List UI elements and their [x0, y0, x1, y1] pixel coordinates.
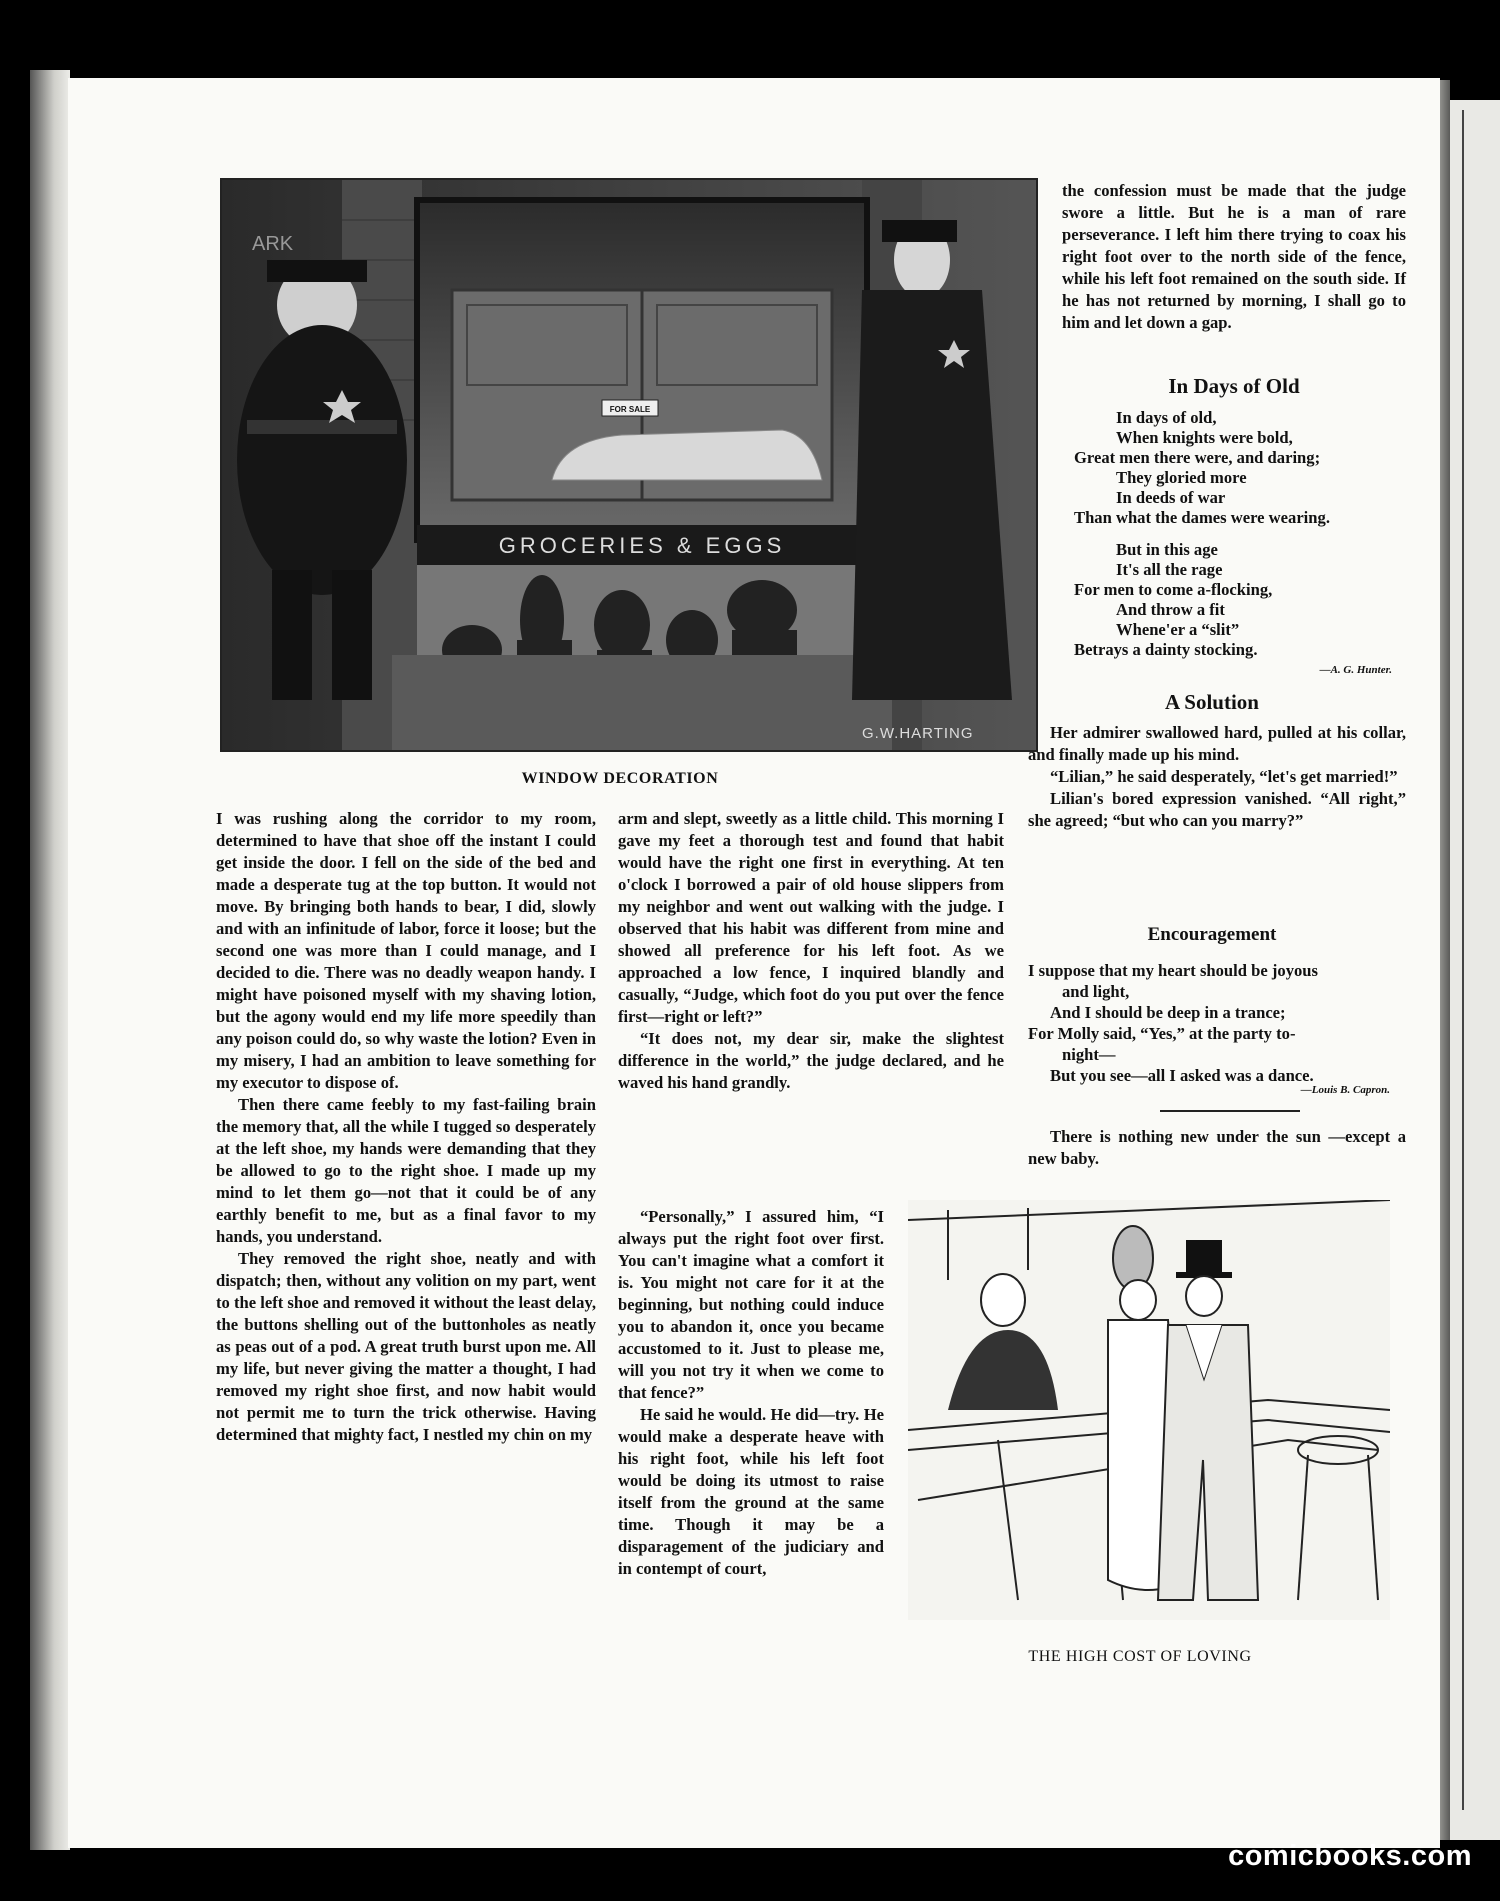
for-sale-sign: FOR SALE [609, 405, 651, 414]
paragraph: I was rushing along the corridor to my room, determined to have that shoe off the instant I could get inside the door. I fell on the side of the bed and made a desperate tug at the top button. It would not move. By bringing both hands to bear, I did, slowly and with an infinitude of labor, force it loose; but the second one was more than I could manage, and I decided to die. There was no deadly weapon handy. I might have poisoned myself with my shaving lotion, but the agony would end my life more speedily than any poison could do, so why waste the lotion? Even in my misery, I had an ambition to leave something for my executor to dispose of. [216, 809, 596, 1092]
window-decoration-drawing [222, 180, 1038, 752]
story-column-1 [216, 808, 596, 1446]
paragraph: Then there came feebly to my fast-failing brain the memory that, all the while I tugged so desperately at the left shoe, my hands were demanding that they be allowed to go to the right shoe. I made up my mind to let them go—not that it could be of any earthly benefit to me, but as a final favor to my hands, you understand. [216, 1095, 596, 1246]
groceries-sign: GROCERIES & EGGS [498, 533, 786, 558]
poem-line: In deeds of war [1116, 488, 1226, 507]
paragraph: “It does not, my dear sir, make the slightest difference in the world,” the judge declared, and he waved his hand grandly. [618, 1029, 1004, 1092]
poem-line: In days of old, [1116, 408, 1217, 427]
paragraph: the confession must be made that the judge swore a little. But he is a man of rare perseverance. I left him there trying to coax his right foot over to the north side of the fence, while his left foot remained on the south side. If he has not returned by morning, I shall go to him and let down a gap. [1062, 181, 1406, 332]
high-cost-of-loving-drawing [908, 1200, 1390, 1620]
paragraph: Her admirer swallowed hard, pulled at his collar, and finally made up his mind. [1028, 723, 1406, 764]
poem-line: They gloried more [1116, 468, 1247, 487]
poem-line: For men to come a-flocking, [1074, 580, 1273, 599]
paragraph: arm and slept, sweetly as a little child. This morning I gave my feet a thorough test and found that habit would have the right one first in everything. At ten o'clock I borrowed a pair of old house slippers from my neighbor and went out walking with the judge. I observed that his habit was different from mine and showed all preference for his left foot. As we approached a low fence, I inquired blandly and casually, “Judge, which foot do you put over the fence first—right or left?” [618, 809, 1004, 1026]
poem-encouragement [1028, 960, 1408, 1086]
poem-line: And I should be deep in a trance; [1050, 1003, 1286, 1022]
poem-line: But you see—all I asked was a dance. [1050, 1066, 1314, 1085]
site-watermark: comicbooks.com [1228, 1840, 1472, 1872]
poem-line: Great men there were, and daring; [1074, 448, 1321, 467]
poem-author-hunter: —A. G. Hunter. [1319, 664, 1392, 676]
high-cost-of-loving-illustration [908, 1200, 1390, 1620]
paragraph: He said he would. He did—try. He would make a desperate heave with his right foot, while his left foot would be doing its utmost to raise itself from the ground at the same time. Though it may be a disparagement of the judiciary and in contempt of court, [618, 1405, 884, 1578]
poem-line: night— [1062, 1045, 1116, 1064]
window-decoration-illustration [220, 178, 1038, 752]
poem-author-capron: —Louis B. Capron. [1300, 1084, 1390, 1096]
story-column-2-bottom [618, 1206, 884, 1580]
poem-line: I suppose that my heart should be joyous [1028, 961, 1318, 980]
story-column-3 [1062, 180, 1406, 334]
artist-signature: G.W.HARTING [862, 725, 974, 742]
poem-in-days-of-old [1074, 408, 1414, 660]
next-page-strip [1450, 100, 1500, 1840]
poem-line: And throw a fit [1116, 600, 1225, 619]
stool [1298, 1436, 1378, 1600]
poem-line: It's all the rage [1116, 560, 1223, 579]
poem-line: Whene'er a “slit” [1116, 620, 1240, 639]
poem-line: and light, [1062, 982, 1130, 1001]
window-decoration-caption: WINDOW DECORATION [521, 770, 719, 787]
page-left-edge [30, 70, 70, 1850]
poem-line: Than what the dames were wearing. [1074, 508, 1330, 527]
poem-line: Betrays a dainty stocking. [1074, 640, 1258, 659]
poem-line: When knights were bold, [1116, 428, 1293, 447]
heading-a-solution: A Solution [1165, 690, 1259, 714]
solution-text [1028, 722, 1406, 832]
paragraph: They removed the right shoe, neatly and with dispatch; then, without any volition on my part, went to the left shoe and removed it without the least delay, the buttons shelling out of the buttonholes as neatly as peas out of a pod. A great truth burst upon me. All my life, but never giving the matter a thought, I had removed my right shoe first, and now habit would not permit me to turn the trick otherwise. Having determined that mighty fact, I nestled my chin on my [216, 1249, 596, 1444]
heading-encouragement: Encouragement [1147, 924, 1277, 945]
high-cost-of-loving-caption: THE HIGH COST OF LOVING [1028, 1648, 1252, 1665]
paragraph: “Personally,” I assured him, “I always put the right foot over first. You can't imagine what a comfort it is. You might not care for it at the beginning, but nothing could induce you to abandon it, once you became accustomed to it. Just to please me, will you not try it when we come to that fence?” [618, 1207, 884, 1402]
filler-text [1028, 1126, 1406, 1170]
poem-line: But in this age [1116, 540, 1218, 559]
paragraph: There is nothing new under the sun —except a new baby. [1028, 1127, 1406, 1168]
section-divider [1160, 1110, 1300, 1112]
clerk-figure [948, 1274, 1058, 1410]
poem-title-in-days-of-old: In Days of Old [1168, 374, 1300, 398]
paragraph: Lilian's bored expression vanished. “All right,” she agreed; “but who can you marry?” [1028, 789, 1406, 830]
paragraph: “Lilian,” he said desperately, “let's get married!” [1050, 767, 1398, 786]
man-figure [1158, 1240, 1258, 1600]
story-column-2-top [618, 808, 1004, 1094]
next-page-rule [1462, 110, 1464, 1810]
wall-sign-letters: ARK [252, 233, 294, 255]
poem-line: For Molly said, “Yes,” at the party to- [1028, 1024, 1296, 1043]
